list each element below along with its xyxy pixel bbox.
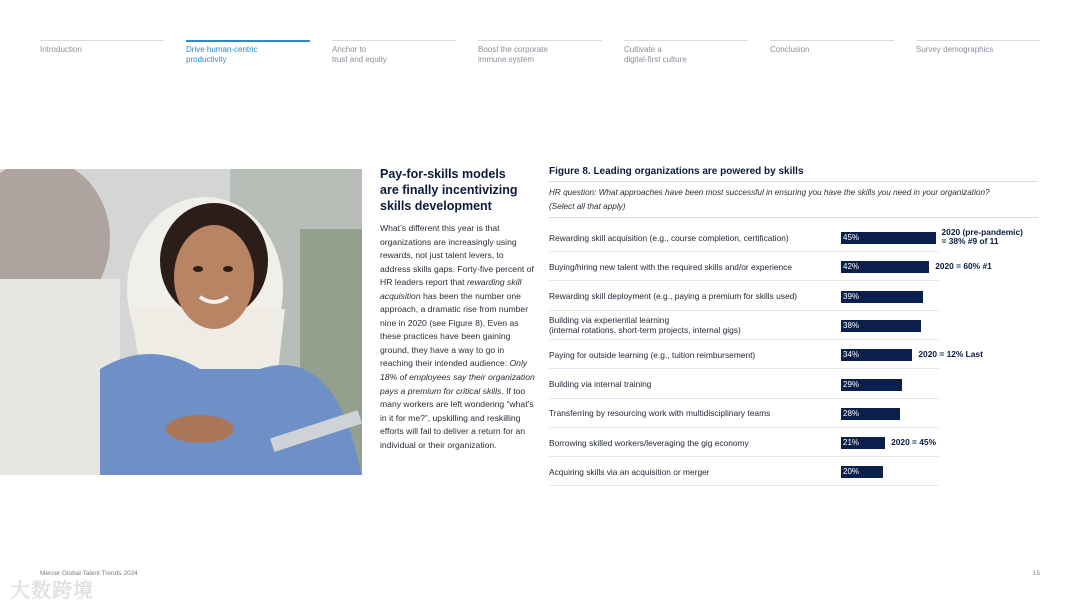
category-label: Buying/hiring new talent with the required skills and/or experience xyxy=(549,261,793,272)
bar-value-label: 45% xyxy=(843,233,860,242)
nav-tab-5[interactable]: Cultivate a digital-first culture xyxy=(624,40,748,65)
nav-tab-6[interactable]: Conclusion xyxy=(770,40,894,55)
bar-value-label: 38% xyxy=(843,320,860,330)
category-label: Rewarding skill deployment (e.g., paying a premium for skills used) xyxy=(549,291,798,302)
article-text-3: . If too many workers are left wondering “what’s in it for me?”, upskilling and reskilling efforts will fail to deliver a return for an individual or their organization. xyxy=(380,385,534,450)
chart-row xyxy=(549,370,939,399)
category-label: Building via internal training xyxy=(549,379,652,389)
figure-question: HR question: What approaches have been most successful in ensuring you have the skills you need in your organization? (Select all that apply) xyxy=(549,188,990,211)
category-label: Borrowing skilled workers/leveraging the gig economy xyxy=(549,437,749,448)
bar-value-label: 34% xyxy=(843,350,860,360)
top-navigation xyxy=(40,40,1040,70)
nav-tab-7[interactable]: Survey demographics xyxy=(916,40,1040,55)
chart-row xyxy=(549,340,939,369)
comparison-annotation: 2020 = 45% xyxy=(891,437,937,448)
comparison-annotation: 2020 = 60% #1 xyxy=(935,261,992,272)
figure-divider xyxy=(549,217,1038,218)
bar-value-label: 29% xyxy=(843,379,860,389)
nav-tab-4[interactable]: Boost the corporate immune system xyxy=(478,40,602,65)
comparison-annotation: 2020 = 12% Last xyxy=(918,349,983,360)
article-emphasis-2: Only 18% of employees say their organization pays a premium for critical skills xyxy=(380,358,535,396)
page-number: 15 xyxy=(1032,570,1040,577)
chart-row xyxy=(549,311,939,340)
section-heading: Pay-for-skills models are finally incentivizing skills development xyxy=(380,167,518,213)
chart-row xyxy=(549,457,939,486)
footer-source: Mercer Global Talent Trends 2024 xyxy=(40,570,138,577)
article-text-2: has been the number one approach, a dramatic rise from number nine in 2020 (see Figure 8). Even as these practices have been gaining ground, they have a way to go in reaching their intended audience: xyxy=(380,290,529,369)
category-label: Transferring by resourcing work with multidisciplinary teams xyxy=(549,408,771,419)
woman-smiling-image xyxy=(0,169,362,475)
nav-tab-1[interactable]: Introduction xyxy=(40,40,164,55)
chart-row xyxy=(549,223,939,252)
bar-value-label: 20% xyxy=(843,467,860,477)
figure-divider xyxy=(549,181,1038,182)
bar-value-label: 28% xyxy=(843,408,860,418)
nav-tab-2[interactable]: Drive human-centric productivity xyxy=(186,40,310,65)
category-label: Building via experiential learning (internal rotations, short-term projects, internal gigs) xyxy=(549,315,741,336)
bar-value-label: 39% xyxy=(843,291,860,301)
article-body xyxy=(380,222,535,452)
chart-row xyxy=(549,252,939,281)
article-emphasis-1: rewarding skill acquisition xyxy=(380,277,522,301)
bar-value-label: 42% xyxy=(843,262,860,272)
category-label: Rewarding skill acquisition (e.g., course completion, certification) xyxy=(549,232,789,243)
chart-row xyxy=(549,282,939,311)
chart-row xyxy=(549,399,939,428)
chart-row xyxy=(549,428,939,457)
bar-value-label: 21% xyxy=(843,438,860,448)
nav-tab-3[interactable]: Anchor to trust and equity xyxy=(332,40,456,65)
watermark-logo: 大数跨境 xyxy=(10,580,94,602)
category-label: Acquiring skills via an acquisition or merger xyxy=(549,466,710,477)
figure-title: Figure 8. Leading organizations are powered by skills xyxy=(549,166,804,177)
hero-photo xyxy=(0,169,362,475)
category-label: Paying for outside learning (e.g., tuition reimbursement) xyxy=(549,349,756,360)
comparison-annotation: 2020 (pre-pandemic) = 38% #9 of 11 xyxy=(941,227,1023,246)
article-text-1: What’s different this year is that organizations are increasingly using rewards, not just talent levers, to address skills gaps. Forty-five percent of HR leaders report that xyxy=(380,223,534,288)
